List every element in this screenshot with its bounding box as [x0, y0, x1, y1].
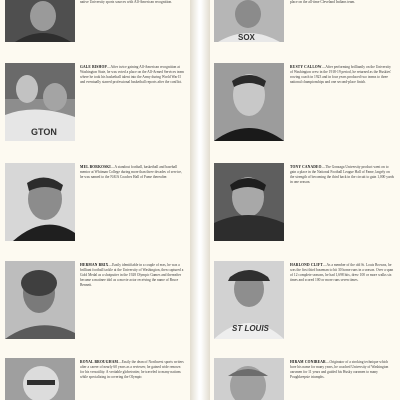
athlete-photo [214, 261, 284, 339]
athlete-photo [5, 63, 75, 141]
athlete-bio: ROYAL BROUGHAM—Easily the dean of Northwest sports writers after a career of nearly 60 years as a reviewer, he gained wide renown for his versatility. A veritable globetrotter, he traveled to many nations while specializing in covering the Olympic [80, 360, 184, 380]
athlete-bio: HARLOND CLIFT—As a member of the old St. Louis Browns, he was the first third baseman to hit 30 home runs in a season. Over a span of 12 complete seasons, he had 1,698 hits, drew 100 or more walks six times and scored 100 or more runs seven times. [290, 263, 394, 283]
athlete-bio: HIRAM CONIBEAR—Originator of a stroking technique which bore his name for many years, he coached University of Washington oarsmen for 11 years and guided his Husky oarsmen to many Poughkeepsie triumphs. [290, 360, 389, 380]
athlete-bio: MEL BORKOSKI—A standout football, basketball and baseball mentor at Whitman College during more than three decades of service, he was named to the NAIA Coaches Hall of Fame thereafter. [80, 165, 182, 180]
entry-gale-bishop [0, 60, 190, 145]
jersey-lettering: GTON [31, 127, 57, 137]
entry-rusty-callow [210, 60, 400, 145]
left-page [0, 0, 190, 400]
athlete-bio: GALE BISHOP—After twice gaining All-American recognition at Washington State, he was voted a place on the All-Armed Services team where he took his basketball talent into the Army during World War II and eventually starred professional basketball reports after the conflict. [80, 65, 184, 85]
right-page [210, 0, 400, 400]
athlete-bio: HERMAN BRIX—Easily identifiable in a couple of eras, he was a brilliant football tackle at the University of Washington, then captured a Gold Medal as a shotputter in the 1928 Olympic Games and thereafter became a matinee idol as a movie actor receiving the name of Bruce Bennett. [80, 263, 184, 288]
entry-partial-top [210, 0, 400, 45]
athlete-bio: place on the all-time Cleveland Indians team. [290, 0, 356, 4]
entry-partial-top [0, 0, 190, 45]
athlete-photo [214, 63, 284, 141]
jersey-lettering: ST LOUIS [232, 324, 269, 333]
athlete-photo [5, 0, 75, 42]
book-gutter [190, 0, 210, 400]
entry-hiram-conibear [210, 355, 400, 400]
entry-tony-canadeo [210, 160, 400, 245]
athlete-photo [5, 261, 75, 339]
athlete-photo [214, 163, 284, 241]
entry-royal-brougham [0, 355, 190, 400]
entry-herman-brix [0, 258, 190, 343]
athlete-bio: TONY CANADEO—The Gonzaga University product went on to gain a place in the National Football League Hall of Fame, largely on the strength of becoming the third back in the circuit to gain 1,000 yards in one season. [290, 165, 394, 185]
athlete-bio: RUSTY CALLOW—After performing brilliantly on the University of Washington crew in the 1918-19 period, he returned as the Huskies' rowing coach in 1923 and in four years produced two teams to three national championships and one second-place finish. [290, 65, 392, 85]
entry-harlond-clift [210, 258, 400, 343]
athlete-photo [5, 358, 75, 400]
entry-mel-borkoski [0, 160, 190, 245]
athlete-bio: native University sports sources with All-American recognition. [80, 0, 173, 4]
jersey-lettering: SOX [238, 33, 255, 42]
athlete-photo [214, 0, 284, 42]
athlete-photo [214, 358, 284, 400]
athlete-photo [5, 163, 75, 241]
